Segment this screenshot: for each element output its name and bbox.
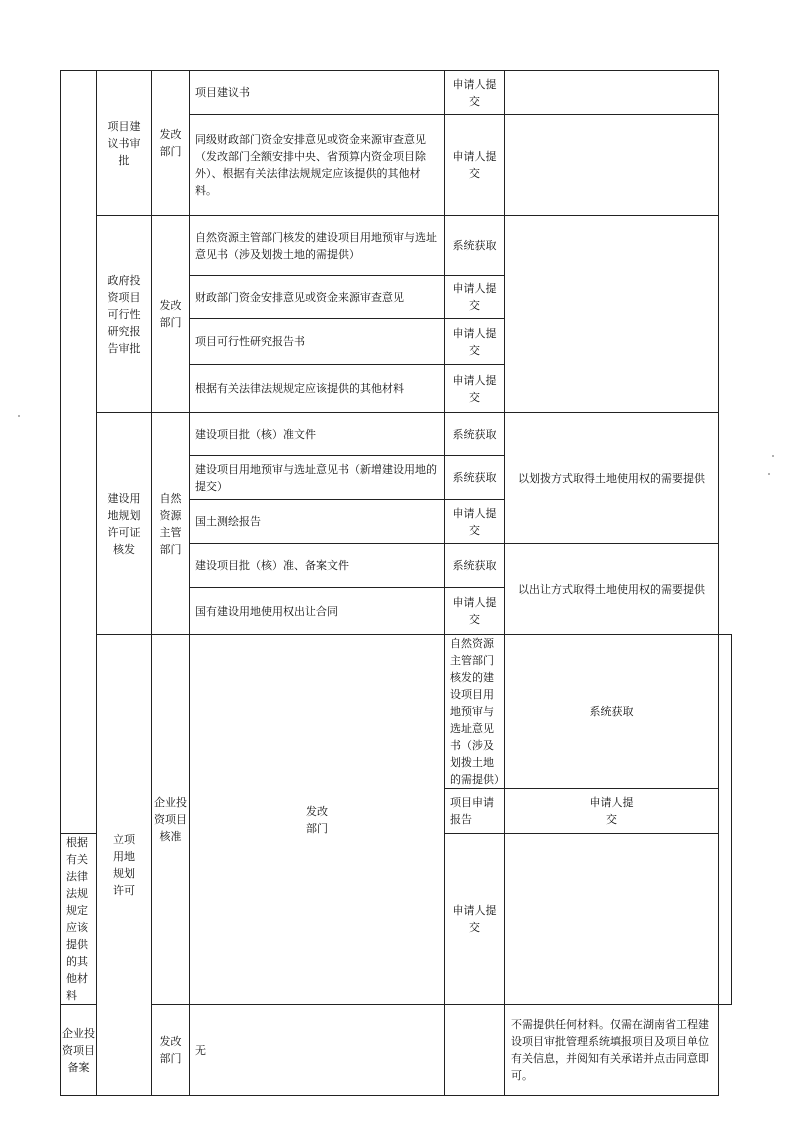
- item-label: 企业投资项目核准: [154, 796, 187, 843]
- dept-cell: [190, 635, 445, 1005]
- note-cell: [719, 635, 732, 1005]
- source-text: 申请人提交: [452, 150, 497, 180]
- source-cell: [445, 276, 505, 319]
- material-cell: [445, 635, 505, 789]
- material-text: 根据有关法律法规规定应该提供的其他材料: [195, 382, 404, 395]
- table-row: [61, 635, 732, 789]
- material-text: 项目可行性研究报告书: [195, 335, 305, 348]
- material-cell: [190, 216, 445, 276]
- material-cell: [190, 276, 445, 319]
- dept-cell: [152, 1005, 190, 1096]
- material-text: 自然资源主管部门核发的建设项目用地预审与选址意见书（涉及划拨土地的需提供）: [195, 230, 437, 261]
- material-cell: [190, 413, 445, 456]
- material-cell: [190, 588, 445, 635]
- note-cell: [505, 413, 719, 544]
- item-cell: [97, 413, 152, 635]
- source-cell: [445, 834, 505, 1005]
- material-cell: [190, 71, 445, 115]
- item-label: 项目建议书审批: [107, 119, 141, 167]
- material-cell: [190, 544, 445, 588]
- source-text: 申请人提交: [452, 326, 497, 357]
- material-text: 根据有关法律法规规定应该提供的其他材料: [66, 836, 88, 1002]
- material-cell: [190, 456, 445, 500]
- material-text: 项目建议书: [195, 86, 250, 99]
- source-text: 系统获取: [589, 705, 634, 718]
- table-row: [61, 216, 732, 276]
- source-cell: [505, 635, 719, 789]
- dept-label: 发改部门: [159, 1035, 182, 1065]
- material-text: 无: [195, 1043, 206, 1057]
- source-cell: [445, 456, 505, 500]
- source-cell: [445, 413, 505, 456]
- note-cell: [505, 1005, 719, 1096]
- source-text: 系统获取: [452, 239, 497, 252]
- source-text: 申请人提交: [452, 373, 497, 404]
- table-row: [61, 413, 732, 456]
- source-text: 申请人提交: [452, 904, 497, 934]
- material-cell: [190, 1005, 445, 1096]
- material-text: 自然资源主管部门 核发的建设项目用地预审与选址意见书（涉及划拨土地的需提供）: [450, 637, 505, 786]
- item-cell: [152, 635, 190, 1005]
- source-text: 申请人提交: [452, 77, 497, 108]
- source-text: 申请人提交: [589, 796, 634, 826]
- material-cell: [190, 500, 445, 544]
- dept-cell: [152, 216, 190, 413]
- dept-label: 发改部门: [159, 299, 182, 329]
- note-text: 不需提供任何材料。仅需在湖南省工程建设项目审批管理系统填报项目及项目单位有关信息，并阅知有关承诺并点击同意即可。: [511, 1018, 709, 1082]
- item-cell: [97, 71, 152, 216]
- material-cell: [61, 834, 97, 1005]
- material-text: 同级财政部门资金安排意见或资金来源审查意见（发改部门全额安排中央、省预算内资金项目除外）、根据有关法律法规规定应该提供的其他材料。: [195, 133, 426, 197]
- dept-cell: [152, 71, 190, 216]
- stage-cell-blank: [61, 71, 97, 834]
- stage-label: 立项用地规划许可: [113, 833, 135, 897]
- scan-speck: [772, 455, 774, 457]
- materials-table: [60, 70, 732, 1096]
- note-cell: [505, 216, 719, 413]
- source-text: 系统获取: [452, 427, 497, 441]
- source-cell: [445, 544, 505, 588]
- material-text: 财政部门资金安排意见或资金来源审查意见: [195, 290, 404, 304]
- source-cell: [445, 319, 505, 365]
- source-cell: [445, 365, 505, 413]
- source-cell: [505, 789, 719, 834]
- material-text: 建设项目批（核）准文件: [195, 427, 316, 441]
- scan-speck: [768, 473, 770, 475]
- source-text: 申请人提交: [452, 596, 497, 626]
- item-label: 企业投资项目备案: [62, 1026, 95, 1074]
- item-cell: [61, 1005, 97, 1096]
- material-cell: [190, 365, 445, 413]
- materials-table-sheet: [60, 70, 732, 1096]
- material-text: 国土测绘报告: [195, 515, 261, 528]
- material-text: 项目申请报告: [450, 796, 494, 826]
- material-cell: [445, 789, 505, 834]
- table-row: [61, 71, 732, 115]
- dept-cell: [152, 413, 190, 635]
- source-cell: [445, 216, 505, 276]
- table-row: [61, 1005, 732, 1096]
- item-label: 建设用地规划许可证核发: [107, 491, 141, 556]
- dept-label: 发改部门: [306, 804, 328, 835]
- material-cell: [190, 319, 445, 365]
- dept-label: 发改部门: [159, 128, 182, 158]
- note-text: 以出让方式取得土地使用权的需要提供: [518, 582, 705, 596]
- source-cell: [445, 500, 505, 544]
- note-text: 以划拨方式取得土地使用权的需要提供: [518, 471, 705, 485]
- source-text: 系统获取: [452, 559, 497, 572]
- source-text: 系统获取: [452, 471, 497, 484]
- material-text: 国有建设用地使用权出让合同: [195, 604, 338, 618]
- note-cell: [505, 71, 719, 115]
- stage-cell: [97, 635, 152, 1096]
- item-label: 政府投资项目可行性研究报告审批: [107, 273, 141, 355]
- source-cell: [445, 1005, 505, 1096]
- dept-label: 自然资源主管部门: [159, 491, 182, 556]
- source-cell: [445, 115, 505, 216]
- material-text: 建设项目批（核）准、备案文件: [195, 559, 349, 572]
- scan-speck: [18, 415, 20, 417]
- source-cell: [445, 71, 505, 115]
- note-cell: [505, 115, 719, 216]
- note-cell: [505, 544, 719, 635]
- source-cell: [445, 588, 505, 635]
- material-cell: [190, 115, 445, 216]
- source-text: 申请人提交: [452, 282, 497, 312]
- source-text: 申请人提交: [452, 506, 497, 537]
- material-text: 建设项目用地预审与选址意见书（新增建设用地的提交）: [195, 462, 437, 493]
- item-cell: [97, 216, 152, 413]
